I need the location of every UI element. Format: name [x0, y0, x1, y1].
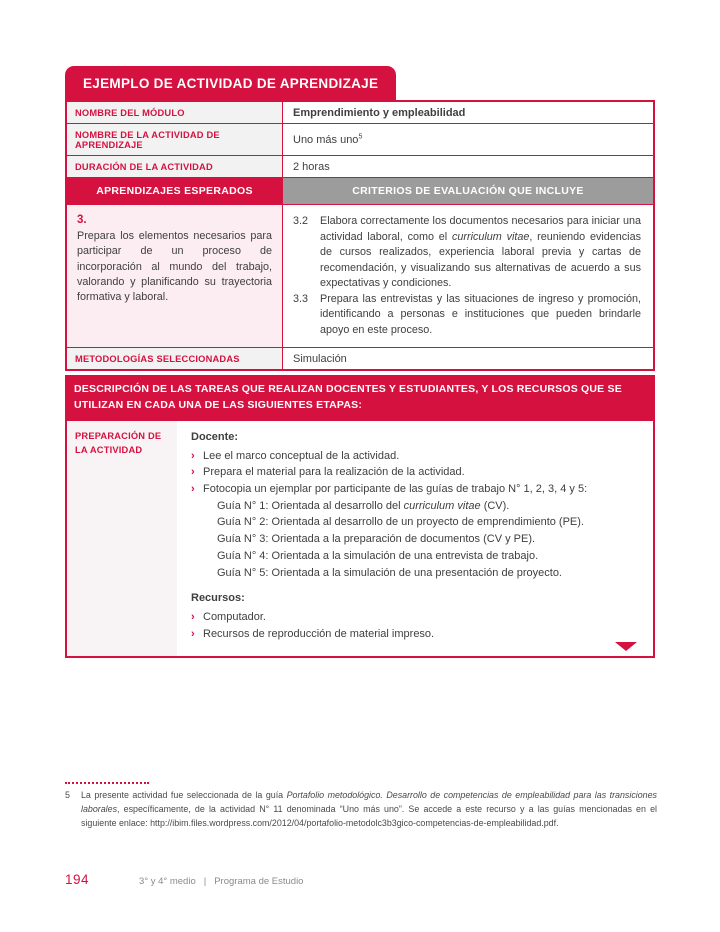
activity-table — [65, 100, 655, 371]
expected-learning-header: APRENDIZAJES ESPERADOS — [67, 178, 283, 204]
methodology-value-text: Simulación — [293, 353, 347, 366]
tasks-description-banner: DESCRIPCIÓN DE LAS TAREAS QUE REALIZAN DOCENTES Y ESTUDIANTES, Y LOS RECURSOS QUE SE UTILIZAN EN CADA UNA DE LAS SIGUIENTES ETAPAS: — [65, 375, 655, 420]
recursos-group — [191, 590, 637, 642]
preparation-stage-block — [65, 421, 655, 659]
table-row-duration — [67, 155, 653, 177]
module-label: NOMBRE DEL MÓDULO — [67, 102, 283, 123]
methodology-label: METODOLOGÍAS SELECCIONADAS — [67, 348, 283, 369]
list-item-text: Prepara el material para la realización de la actividad. — [203, 466, 465, 479]
list-item — [191, 481, 637, 498]
duration-value — [283, 156, 653, 177]
module-value — [283, 102, 653, 123]
table-row-module — [67, 102, 653, 123]
footnote-text: La presente actividad fue seleccionada de la guía Portafolio metodológico. Desarrollo de competencias de empleabilidad para las transiciones laborales, específicamente, de la actividad N° 11 denominada “Uno más uno”. Se accede a este recurso y a las guías mencionadas en el siguiente enlace: http://ibim.files.wordpress.com/2012/04/portafolio-metodolc3b3gico-competencias-de-empleabilidad.pdf. — [81, 790, 657, 828]
guide-item: Guía N° 2: Orientada al desarrollo de un proyecto de emprendimiento (PE). — [217, 516, 584, 529]
list-item-text: Fotocopia un ejemplar por participante de las guías de trabajo N° 1, 2, 3, 4 y 5: — [203, 482, 588, 495]
duration-label: DURACIÓN DE LA ACTIVIDAD — [67, 156, 283, 177]
list-item-text: Computador. — [203, 611, 266, 623]
chevron-bullet-icon: › — [191, 611, 195, 623]
criterion-number: 3.2 — [293, 215, 309, 227]
table-row-objective-criteria — [67, 204, 653, 347]
methodology-value — [283, 348, 653, 369]
footnote-marker: 5 — [358, 133, 363, 141]
criterion-item — [293, 214, 641, 292]
guide-item: Guía N° 1: Orientada al desarrollo del curriculum vitae (CV). — [217, 499, 510, 512]
activity-example-section — [65, 66, 655, 658]
list-item — [191, 626, 637, 643]
docente-heading: Docente: — [191, 430, 239, 443]
list-item — [191, 448, 637, 465]
guides-list — [217, 498, 637, 582]
preparation-stage-content — [177, 421, 653, 657]
footnote-separator — [65, 782, 149, 784]
evaluation-criteria-header: CRITERIOS DE EVALUACIÓN QUE INCLUYE — [283, 178, 653, 204]
section-tab-title: EJEMPLO DE ACTIVIDAD DE APRENDIZAJE — [83, 76, 379, 91]
learning-objective-text: Prepara los elementos necesarios para participar de un proceso de incorporación al mundo del trabajo, valorando y planificando su trayectoria formativa y laboral. — [77, 230, 272, 304]
list-item — [191, 464, 637, 481]
list-item — [191, 609, 637, 626]
table-continues-triangle-icon — [615, 642, 637, 651]
table-row-methodology — [67, 347, 653, 369]
chevron-bullet-icon: › — [191, 449, 195, 462]
activity-name-value — [283, 124, 653, 155]
section-tab — [65, 66, 396, 100]
footer-text: 3° y 4° medio | Programa de Estudio — [139, 876, 304, 887]
activity-name-label: NOMBRE DE LA ACTIVIDAD DE APRENDIZAJE — [67, 124, 283, 155]
footnote-number: 5 — [65, 790, 70, 800]
chevron-bullet-icon: › — [191, 482, 195, 495]
table-row-column-headers — [67, 177, 653, 204]
guide-item: Guía N° 4: Orientada a la simulación de una entrevista de trabajo. — [217, 549, 539, 562]
chevron-bullet-icon: › — [191, 627, 195, 640]
page-number: 194 — [65, 872, 90, 887]
chevron-bullet-icon: › — [191, 466, 195, 479]
criterion-text: Elabora correctamente los documentos necesarios para iniciar una actividad laboral, como el curriculum vitae, reuniendo evidencias de cursos realizados, experiencia laboral previa y cartas de recomendación, y visualizando sus alternativas de acuerdo a sus expectativas y condiciones. — [320, 215, 641, 290]
table-row-activity-name — [67, 123, 653, 155]
list-item-text: Lee el marco conceptual de la actividad. — [203, 449, 400, 462]
activity-name-text: Uno más uno$^5$ — [293, 133, 363, 146]
criterion-text: Prepara las entrevistas y las situaciones de ingreso y promoción, identificando a personas e instituciones que pueden brindarle apoyo en este proceso. — [320, 292, 641, 336]
list-item-text: Recursos de reproducción de material impreso. — [203, 627, 435, 640]
module-value-text: Emprendimiento y empleabilidad — [293, 107, 466, 119]
footnote — [65, 789, 657, 830]
criteria-cell — [283, 205, 653, 347]
page-footer — [65, 872, 303, 887]
criterion-item — [293, 292, 641, 339]
recursos-heading: Recursos: — [191, 592, 245, 605]
criterion-number: 3.3 — [293, 292, 309, 305]
guide-item: Guía N° 5: Orientada a la simulación de una presentación de proyecto. — [217, 566, 562, 579]
preparation-stage-label: PREPARACIÓN DE LA ACTIVIDAD — [67, 421, 177, 657]
guide-item: Guía N° 3: Orientada a la preparación de documentos (CV y PE). — [217, 533, 536, 546]
footnote-block — [65, 782, 657, 830]
learning-objective-cell — [67, 205, 283, 347]
learning-objective-number: 3. — [77, 214, 87, 226]
duration-value-text: 2 horas — [293, 161, 330, 173]
